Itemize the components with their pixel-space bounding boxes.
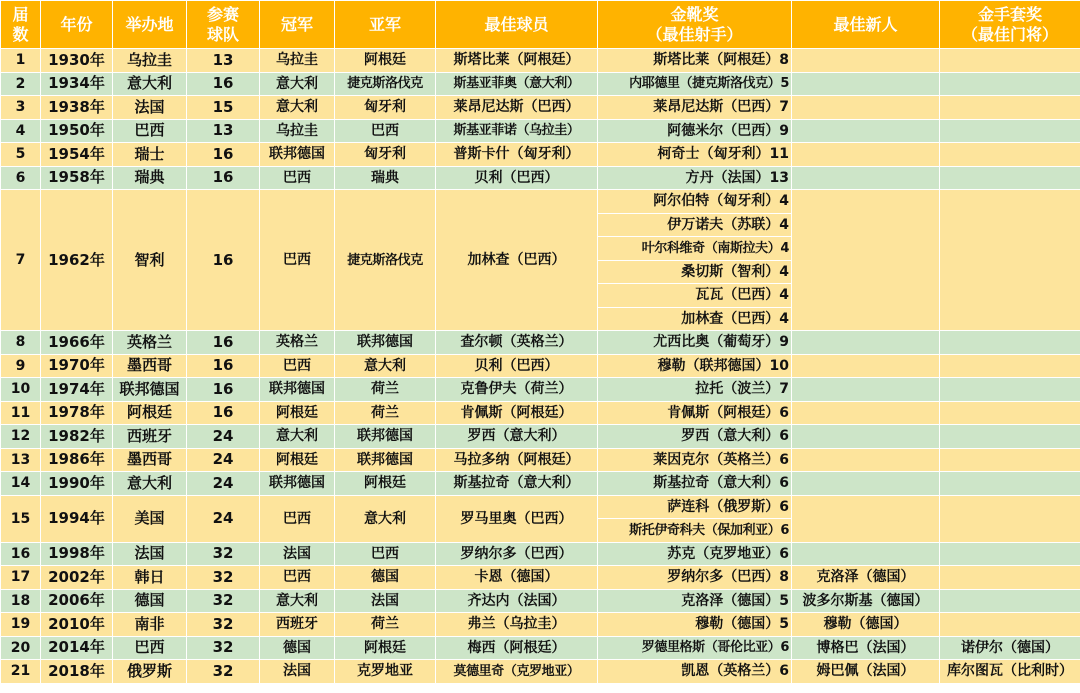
edition-cell: 11	[1, 401, 41, 425]
edition-cell: 15	[1, 495, 41, 542]
golden-boot-header-line1: 金靴奖	[670, 5, 719, 25]
teams-header-line2: 球队	[206, 24, 239, 44]
edition-cell: 9	[1, 354, 41, 378]
champion-cell: 意大利	[260, 589, 335, 613]
champion-cell: 西班牙	[260, 613, 335, 637]
host-cell: 墨西哥	[113, 448, 187, 472]
edition-cell: 5	[1, 143, 41, 167]
host-cell: 韩日	[113, 566, 187, 590]
table-row	[1, 166, 1080, 190]
year-cell: 2002年	[41, 566, 113, 590]
best-player-cell: 齐达内（法国）	[436, 589, 598, 613]
golden-boot-cell: 加林查（巴西）4	[598, 307, 792, 331]
edition-cell: 10	[1, 378, 41, 402]
table-row	[1, 96, 1080, 120]
teams-cell: 16	[187, 143, 260, 167]
edition-cell: 13	[1, 448, 41, 472]
year-cell: 1930年	[41, 49, 113, 73]
year-cell: 1982年	[41, 425, 113, 449]
golden-glove-cell	[940, 72, 1080, 96]
golden-boot-cell: 阿尔伯特（匈牙利）4	[598, 190, 792, 214]
golden-glove-cell	[940, 495, 1080, 542]
golden-glove-cell	[940, 589, 1080, 613]
host-cell: 南非	[113, 613, 187, 637]
best-player-cell: 贝利（巴西）	[436, 166, 598, 190]
host-cell: 美国	[113, 495, 187, 542]
runner-up-cell: 瑞典	[335, 166, 436, 190]
best-young-player-cell: 博格巴（法国）	[792, 636, 940, 660]
golden-glove-cell	[940, 49, 1080, 73]
host-cell: 意大利	[113, 472, 187, 496]
best-young-player-cell: 波多尔斯基（德国）	[792, 589, 940, 613]
year-header	[41, 1, 113, 49]
golden-glove-cell	[940, 96, 1080, 120]
edition-cell: 21	[1, 660, 41, 684]
golden-glove-cell	[940, 566, 1080, 590]
table-row	[1, 354, 1080, 378]
best-young-player-cell	[792, 96, 940, 120]
champion-header-line1: 冠军	[280, 14, 313, 34]
year-cell: 1934年	[41, 72, 113, 96]
golden-boot-cell: 罗纳尔多（巴西）8	[598, 566, 792, 590]
table-row	[1, 401, 1080, 425]
teams-cell: 16	[187, 72, 260, 96]
golden-glove-cell: 诺伊尔（德国）	[940, 636, 1080, 660]
golden-glove-cell	[940, 354, 1080, 378]
champion-cell: 意大利	[260, 425, 335, 449]
edition-cell: 6	[1, 166, 41, 190]
runner-up-cell: 巴西	[335, 119, 436, 143]
teams-cell: 32	[187, 542, 260, 566]
golden-boot-cell: 瓦瓦（巴西）4	[598, 284, 792, 308]
golden-boot-cell: 阿德米尔（巴西）9	[598, 119, 792, 143]
best-young-player-cell	[792, 425, 940, 449]
teams-cell: 24	[187, 495, 260, 542]
champion-cell: 阿根廷	[260, 448, 335, 472]
host-cell: 法国	[113, 542, 187, 566]
golden-boot-cell: 穆勒（联邦德国）10	[598, 354, 792, 378]
host-cell: 英格兰	[113, 331, 187, 355]
golden-glove-cell	[940, 425, 1080, 449]
best-young-player-header	[792, 1, 940, 49]
year-cell: 1950年	[41, 119, 113, 143]
table-row	[1, 448, 1080, 472]
best-young-player-cell: 穆勒（德国）	[792, 613, 940, 637]
champion-header	[260, 1, 335, 49]
best-young-player-cell	[792, 495, 940, 542]
edition-cell: 4	[1, 119, 41, 143]
table-row	[1, 636, 1080, 660]
golden-boot-header	[598, 1, 792, 49]
table-row	[1, 542, 1080, 566]
edition-cell: 1	[1, 49, 41, 73]
runner-up-cell: 联邦德国	[335, 448, 436, 472]
host-cell: 瑞典	[113, 166, 187, 190]
host-cell: 意大利	[113, 72, 187, 96]
runner-up-cell: 阿根廷	[335, 472, 436, 496]
teams-cell: 16	[187, 331, 260, 355]
host-cell: 联邦德国	[113, 378, 187, 402]
best-player-cell: 加林查（巴西）	[436, 190, 598, 331]
runner-up-cell: 阿根廷	[335, 49, 436, 73]
champion-cell: 意大利	[260, 72, 335, 96]
table-row	[1, 589, 1080, 613]
table-row	[1, 72, 1080, 96]
runner-up-cell: 荷兰	[335, 378, 436, 402]
runner-up-cell: 意大利	[335, 354, 436, 378]
best-player-cell: 罗西（意大利）	[436, 425, 598, 449]
golden-glove-cell: 库尔图瓦（比利时）	[940, 660, 1080, 684]
teams-cell: 15	[187, 96, 260, 120]
golden-glove-cell	[940, 166, 1080, 190]
host-cell: 俄罗斯	[113, 660, 187, 684]
teams-cell: 32	[187, 589, 260, 613]
best-player-cell: 克鲁伊夫（荷兰）	[436, 378, 598, 402]
edition-header-line1: 届	[12, 5, 29, 25]
teams-cell: 32	[187, 660, 260, 684]
runner-up-cell: 法国	[335, 589, 436, 613]
table-row	[1, 119, 1080, 143]
golden-boot-cell: 伊万诺夫（苏联）4	[598, 213, 792, 237]
golden-glove-cell	[940, 119, 1080, 143]
best-young-player-cell	[792, 119, 940, 143]
golden-glove-header-line2: （最佳门将）	[961, 24, 1058, 44]
golden-glove-cell	[940, 542, 1080, 566]
teams-cell: 32	[187, 566, 260, 590]
champion-cell: 巴西	[260, 354, 335, 378]
champion-cell: 乌拉圭	[260, 49, 335, 73]
golden-boot-cell: 苏克（克罗地亚）6	[598, 542, 792, 566]
host-cell: 法国	[113, 96, 187, 120]
best-young-player-cell: 克洛泽（德国）	[792, 566, 940, 590]
year-cell: 1998年	[41, 542, 113, 566]
teams-header-line1: 参赛	[206, 5, 239, 25]
golden-boot-cell: 拉托（波兰）7	[598, 378, 792, 402]
best-player-header	[436, 1, 598, 49]
best-young-player-cell	[792, 448, 940, 472]
champion-cell: 联邦德国	[260, 472, 335, 496]
year-cell: 1970年	[41, 354, 113, 378]
runner-up-header-line1: 亚军	[368, 14, 401, 34]
year-cell: 1966年	[41, 331, 113, 355]
runner-up-cell: 匈牙利	[335, 96, 436, 120]
host-header	[113, 1, 187, 49]
best-young-player-cell: 姆巴佩（法国）	[792, 660, 940, 684]
teams-cell: 13	[187, 49, 260, 73]
teams-cell: 16	[187, 378, 260, 402]
best-player-cell: 普斯卡什（匈牙利）	[436, 143, 598, 167]
table-row	[1, 660, 1080, 684]
host-cell: 德国	[113, 589, 187, 613]
golden-boot-cell: 罗德里格斯（哥伦比亚）6	[598, 636, 792, 660]
runner-up-cell: 阿根廷	[335, 636, 436, 660]
golden-boot-cell: 斯基拉奇（意大利）6	[598, 472, 792, 496]
edition-cell: 19	[1, 613, 41, 637]
best-player-cell: 贝利（巴西）	[436, 354, 598, 378]
best-young-player-cell	[792, 49, 940, 73]
best-player-cell: 斯塔比莱（阿根廷）	[436, 49, 598, 73]
golden-glove-cell	[940, 472, 1080, 496]
best-player-cell: 莱昂尼达斯（巴西）	[436, 96, 598, 120]
champion-cell: 联邦德国	[260, 143, 335, 167]
best-player-cell: 查尔顿（英格兰）	[436, 331, 598, 355]
teams-cell: 16	[187, 166, 260, 190]
year-cell: 1994年	[41, 495, 113, 542]
golden-boot-cell: 肯佩斯（阿根廷）6	[598, 401, 792, 425]
golden-glove-header-line1: 金手套奖	[977, 5, 1042, 25]
year-cell: 2018年	[41, 660, 113, 684]
runner-up-cell: 德国	[335, 566, 436, 590]
golden-boot-cell: 莱昂尼达斯（巴西）7	[598, 96, 792, 120]
golden-glove-cell	[940, 448, 1080, 472]
runner-up-cell: 联邦德国	[335, 331, 436, 355]
table-row	[1, 613, 1080, 637]
edition-cell: 7	[1, 190, 41, 331]
best-young-player-cell	[792, 378, 940, 402]
host-cell: 智利	[113, 190, 187, 331]
champion-cell: 英格兰	[260, 331, 335, 355]
teams-cell: 32	[187, 613, 260, 637]
best-player-cell: 莫德里奇（克罗地亚）	[436, 660, 598, 684]
host-cell: 巴西	[113, 119, 187, 143]
best-young-player-cell	[792, 331, 940, 355]
best-player-cell: 斯基拉奇（意大利）	[436, 472, 598, 496]
golden-glove-cell	[940, 613, 1080, 637]
golden-boot-cell: 叶尔科维奇（南斯拉夫）4	[598, 237, 792, 261]
table-row	[1, 566, 1080, 590]
best-player-cell: 马拉多纳（阿根廷）	[436, 448, 598, 472]
golden-boot-cell: 斯托伊奇科夫（保加利亚）6	[598, 519, 792, 543]
table-row	[1, 495, 1080, 519]
best-player-cell: 罗纳尔多（巴西）	[436, 542, 598, 566]
year-header-line1: 年份	[60, 14, 93, 34]
year-cell: 1958年	[41, 166, 113, 190]
table-row	[1, 49, 1080, 73]
golden-boot-cell: 萨连科（俄罗斯）6	[598, 495, 792, 519]
best-player-cell: 肯佩斯（阿根廷）	[436, 401, 598, 425]
runner-up-cell: 捷克斯洛伐克	[335, 190, 436, 331]
best-player-cell: 罗马里奥（巴西）	[436, 495, 598, 542]
best-young-player-cell	[792, 190, 940, 331]
golden-boot-cell: 柯奇士（匈牙利）11	[598, 143, 792, 167]
host-cell: 瑞士	[113, 143, 187, 167]
edition-cell: 16	[1, 542, 41, 566]
table-row	[1, 378, 1080, 402]
table-row	[1, 472, 1080, 496]
edition-cell: 20	[1, 636, 41, 660]
table-row	[1, 143, 1080, 167]
best-young-player-cell	[792, 401, 940, 425]
host-header-line1: 举办地	[125, 14, 174, 34]
best-player-cell: 卡恩（德国）	[436, 566, 598, 590]
champion-cell: 法国	[260, 542, 335, 566]
runner-up-cell: 捷克斯洛伐克	[335, 72, 436, 96]
best-young-player-cell	[792, 354, 940, 378]
best-player-cell: 弗兰（乌拉圭）	[436, 613, 598, 637]
best-young-player-cell	[792, 542, 940, 566]
golden-glove-cell	[940, 331, 1080, 355]
golden-boot-cell: 方丹（法国）13	[598, 166, 792, 190]
champion-cell: 巴西	[260, 495, 335, 542]
best-player-cell: 斯基亚菲诺（乌拉圭）	[436, 119, 598, 143]
runner-up-cell: 巴西	[335, 542, 436, 566]
golden-glove-cell	[940, 190, 1080, 331]
year-cell: 1962年	[41, 190, 113, 331]
edition-cell: 12	[1, 425, 41, 449]
runner-up-cell: 匈牙利	[335, 143, 436, 167]
year-cell: 1954年	[41, 143, 113, 167]
teams-cell: 13	[187, 119, 260, 143]
runner-up-cell: 联邦德国	[335, 425, 436, 449]
year-cell: 1938年	[41, 96, 113, 120]
host-cell: 巴西	[113, 636, 187, 660]
edition-header-line2: 数	[12, 24, 29, 44]
runner-up-cell: 荷兰	[335, 613, 436, 637]
golden-boot-cell: 桑切斯（智利）4	[598, 260, 792, 284]
runner-up-header	[335, 1, 436, 49]
teams-cell: 32	[187, 636, 260, 660]
teams-cell: 24	[187, 425, 260, 449]
best-young-player-cell	[792, 166, 940, 190]
teams-cell: 16	[187, 190, 260, 331]
teams-cell: 24	[187, 472, 260, 496]
header-row	[1, 1, 1080, 49]
year-cell: 2006年	[41, 589, 113, 613]
golden-glove-cell	[940, 378, 1080, 402]
edition-cell: 3	[1, 96, 41, 120]
golden-boot-cell: 罗西（意大利）6	[598, 425, 792, 449]
golden-boot-cell: 穆勒（德国）5	[598, 613, 792, 637]
runner-up-cell: 荷兰	[335, 401, 436, 425]
runner-up-cell: 克罗地亚	[335, 660, 436, 684]
champion-cell: 乌拉圭	[260, 119, 335, 143]
champion-cell: 阿根廷	[260, 401, 335, 425]
table-row	[1, 425, 1080, 449]
best-young-player-header-line1: 最佳新人	[833, 14, 898, 34]
host-cell: 墨西哥	[113, 354, 187, 378]
year-cell: 2014年	[41, 636, 113, 660]
edition-cell: 2	[1, 72, 41, 96]
best-young-player-cell	[792, 143, 940, 167]
champion-cell: 德国	[260, 636, 335, 660]
table-row	[1, 331, 1080, 355]
year-cell: 1978年	[41, 401, 113, 425]
edition-cell: 17	[1, 566, 41, 590]
teams-header	[187, 1, 260, 49]
champion-cell: 联邦德国	[260, 378, 335, 402]
host-cell: 乌拉圭	[113, 49, 187, 73]
champion-cell: 巴西	[260, 566, 335, 590]
edition-cell: 18	[1, 589, 41, 613]
teams-cell: 16	[187, 401, 260, 425]
golden-boot-header-line2: （最佳射手）	[646, 24, 743, 44]
teams-cell: 24	[187, 448, 260, 472]
golden-glove-cell	[940, 143, 1080, 167]
host-cell: 阿根廷	[113, 401, 187, 425]
host-cell: 西班牙	[113, 425, 187, 449]
teams-cell: 16	[187, 354, 260, 378]
golden-glove-cell	[940, 401, 1080, 425]
year-cell: 1990年	[41, 472, 113, 496]
edition-cell: 8	[1, 331, 41, 355]
champion-cell: 意大利	[260, 96, 335, 120]
edition-header	[1, 1, 41, 49]
champion-cell: 巴西	[260, 166, 335, 190]
runner-up-cell: 意大利	[335, 495, 436, 542]
year-cell: 1986年	[41, 448, 113, 472]
best-player-cell: 斯基亚菲奥（意大利）	[436, 72, 598, 96]
best-young-player-cell	[792, 472, 940, 496]
golden-glove-header	[940, 1, 1080, 49]
table-row	[1, 190, 1080, 214]
golden-boot-cell: 凯恩（英格兰）6	[598, 660, 792, 684]
golden-boot-cell: 内耶德里（捷克斯洛伐克）5	[598, 72, 792, 96]
champion-cell: 巴西	[260, 190, 335, 331]
edition-cell: 14	[1, 472, 41, 496]
year-cell: 1974年	[41, 378, 113, 402]
year-cell: 2010年	[41, 613, 113, 637]
best-young-player-cell	[792, 72, 940, 96]
best-player-cell: 梅西（阿根廷）	[436, 636, 598, 660]
champion-cell: 法国	[260, 660, 335, 684]
golden-boot-cell: 斯塔比莱（阿根廷）8	[598, 49, 792, 73]
golden-boot-cell: 克洛泽（德国）5	[598, 589, 792, 613]
golden-boot-cell: 尤西比奥（葡萄牙）9	[598, 331, 792, 355]
best-player-header-line1: 最佳球员	[484, 14, 549, 34]
golden-boot-cell: 莱因克尔（英格兰）6	[598, 448, 792, 472]
